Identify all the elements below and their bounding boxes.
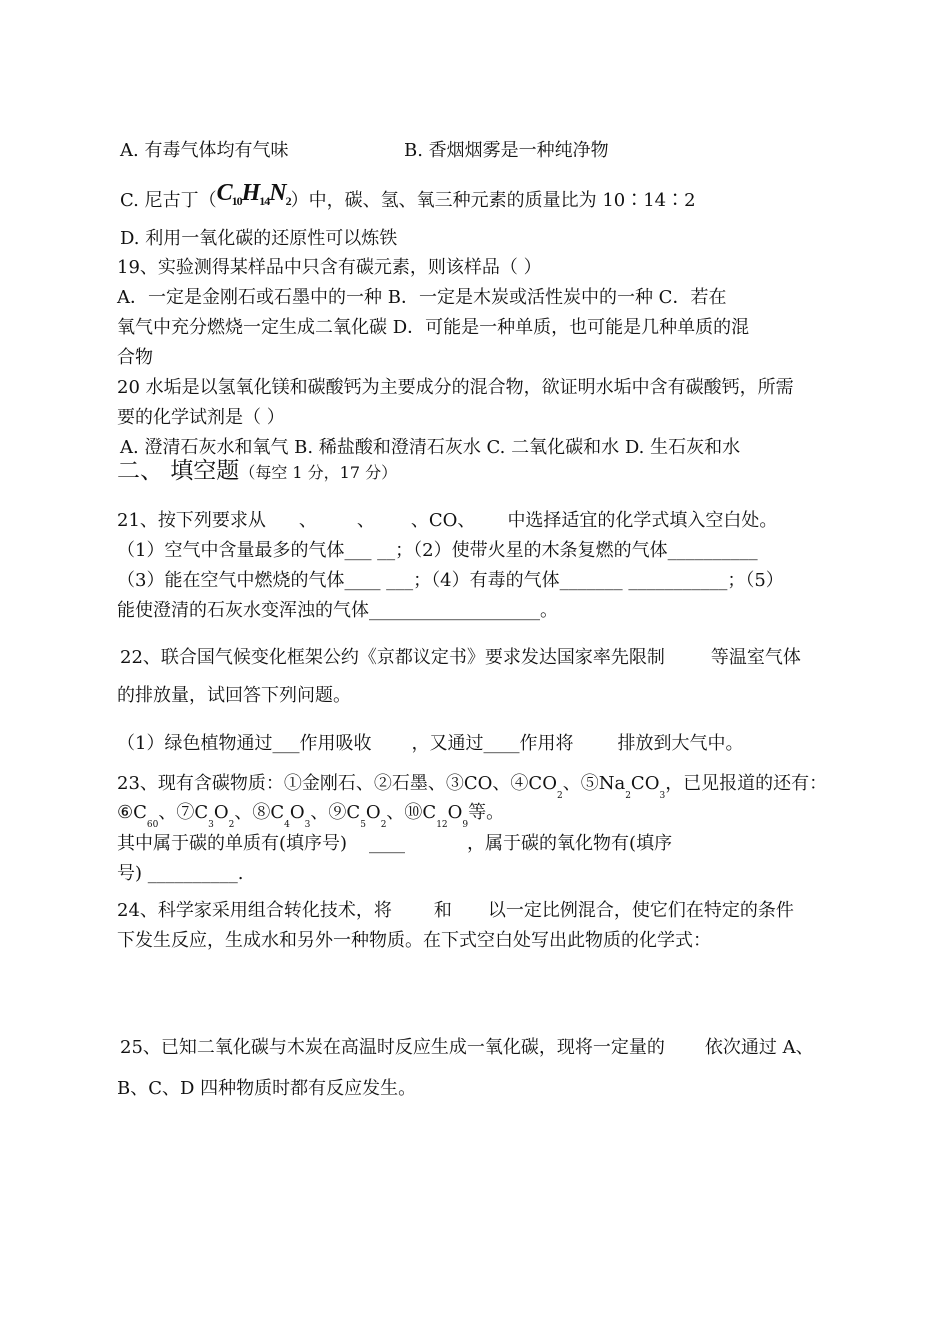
q23-line1-c: CO (630, 773, 660, 794)
q25-line2: B、C、D 四种物质时都有反应发生。 (117, 1078, 417, 1099)
q20-options: A. 澄清石灰水和氧气 B. 稀盐酸和澄清石灰水 C. 二氧化碳和水 D. 生石灰和水 (120, 437, 741, 458)
q18-option-a: A. 有毒气体均有气味 (120, 140, 289, 161)
q22-line1-end: 等温室气体 (710, 647, 801, 668)
q23-line1-b: 、⑤Na (562, 773, 626, 794)
q24-line1-a: 24、科学家采用组合转化技术，将 (117, 900, 392, 921)
q23-sub-3b: 3 (304, 820, 311, 830)
q23-o-9: O (365, 802, 381, 823)
q25-line1-a: 25、已知二氧化碳与木炭在高温时反应生成一氧化碳，现将一定量的 (120, 1037, 665, 1058)
section-heading (117, 460, 397, 484)
q21-line3: 能使澄清的石灰水变浑浊的气体___________________。 (117, 600, 558, 621)
q23-item-10: 、⑩C (386, 802, 437, 823)
q22-line1-start: 22、联合国气候变化框架公约《京都议定书》要求发达国家率先限制 (120, 647, 665, 668)
q24-line2: 下发生反应，生成水和另外一种物质。在下式空白处写出此物质的化学式： (117, 930, 711, 951)
q21-separator-1: 、 (298, 510, 317, 531)
q23-item-7: 、⑦C (158, 802, 209, 823)
q25-line1 (120, 1037, 814, 1059)
q23-line2 (117, 802, 505, 830)
q21-stem-end: 中选择适宜的化学式填入空白处。 (507, 510, 778, 531)
q21-stem-start: 21、按下列要求从 (117, 510, 266, 531)
q23-sub-na2: 2 (625, 791, 631, 801)
q23-sub-60: 60 (146, 820, 159, 830)
q20-stem-line2: 要的化学试剂是（ ） (117, 407, 285, 428)
q18-option-b: B. 香烟烟雾是一种纯净物 (404, 140, 609, 161)
q24-line1-b: 和 (433, 900, 452, 921)
q23-line1-a: 23、现有含碳物质：①金刚石、②石墨、③CO、④CO (117, 773, 557, 794)
q18-option-c (120, 180, 696, 213)
q23-o-7: O (213, 802, 229, 823)
q21-separator-2: 、 (356, 510, 375, 531)
q23-item-8: 、⑧C (234, 802, 285, 823)
q23-line3 (117, 833, 672, 855)
q21-line1: （1）空气中含量最多的气体___ __；（2）使带火星的木条复燃的气体__________ (117, 540, 758, 561)
q19-options-line1: A．一定是金刚石或石墨中的一种 B．一定是木炭或活性炭中的一种 C．若在 (117, 287, 727, 308)
q23-sub-9: 9 (462, 820, 469, 830)
q23-sub-12: 12 (436, 820, 448, 830)
q23-sub-2: 2 (228, 820, 235, 830)
q22-line3-b: ，又通过____作用将 (411, 733, 574, 754)
q22-line3 (117, 733, 743, 755)
section-note: （每空 1 分，17 分） (239, 463, 398, 482)
q18-option-c-prefix: C. 尼古丁（ (120, 190, 217, 211)
q23-line4: 号) __________. (117, 863, 244, 884)
q23-line1-d: ，已见报道的还有： (665, 773, 828, 794)
q22-line3-a: （1）绿色植物通过___作用吸收 (117, 733, 372, 754)
q23-line1 (117, 773, 828, 801)
q23-item-6: ⑥C (117, 802, 147, 823)
q24-line1 (117, 900, 794, 922)
q23-line3-a: 其中属于碳的单质有(填序号) (117, 833, 348, 854)
q23-line2-end: 等。 (468, 802, 505, 823)
q22-line3-c: 排放到大气中。 (617, 733, 744, 754)
q23-line3-c: ，属于碳的氧化物有(填序 (467, 833, 673, 854)
q21-co: 、CO、 (410, 510, 476, 531)
q19-stem: 19、实验测得某样品中只含有碳元素，则该样品（ ） (117, 257, 542, 278)
q22-line1 (120, 647, 801, 669)
q19-options-line3: 合物 (117, 347, 153, 368)
nicotine-formula: $C_{10}H_{14}N_2$ (216, 180, 291, 208)
q23-sub-co2: 2 (556, 791, 563, 801)
q22-line2: 的排放量，试回答下列问题。 (117, 685, 351, 706)
section-title: 二、 填空题 (117, 458, 240, 484)
q23-o-10: O (447, 802, 463, 823)
q21-stem (117, 510, 777, 532)
q19-options-line2: 氧气中充分燃烧一定生成二氧化碳 D．可能是一种单质，也可能是几种单质的混 (117, 317, 750, 338)
q23-sub-4: 4 (284, 820, 290, 830)
q24-line1-c: 以一定比例混合，使它们在特定的条件 (487, 900, 794, 921)
q25-line1-b: 依次通过 A、 (704, 1037, 814, 1058)
q23-sub-2b: 2 (380, 820, 387, 830)
q18-option-d: D. 利用一氧化碳的还原性可以炼铁 (120, 228, 398, 249)
q23-line3-blank: ____ (369, 833, 406, 854)
q23-sub-3: 3 (208, 820, 214, 830)
q23-item-9: 、⑨C (310, 802, 361, 823)
q20-stem-line1: 20 水垢是以氢氧化镁和碳酸钙为主要成分的混合物，欲证明水垢中含有碳酸钙，所需 (117, 377, 794, 398)
q23-sub-co3: 3 (659, 791, 666, 801)
q21-line2: （3）能在空气中燃烧的气体____ ___；（4）有毒的气体_______ ___________；（5） (117, 570, 784, 591)
q18-option-c-suffix: ）中，碳、氢、氧三种元素的质量比为 10∶14∶2 (290, 190, 696, 211)
q23-sub-5: 5 (360, 820, 366, 830)
q23-o-8: O (289, 802, 305, 823)
